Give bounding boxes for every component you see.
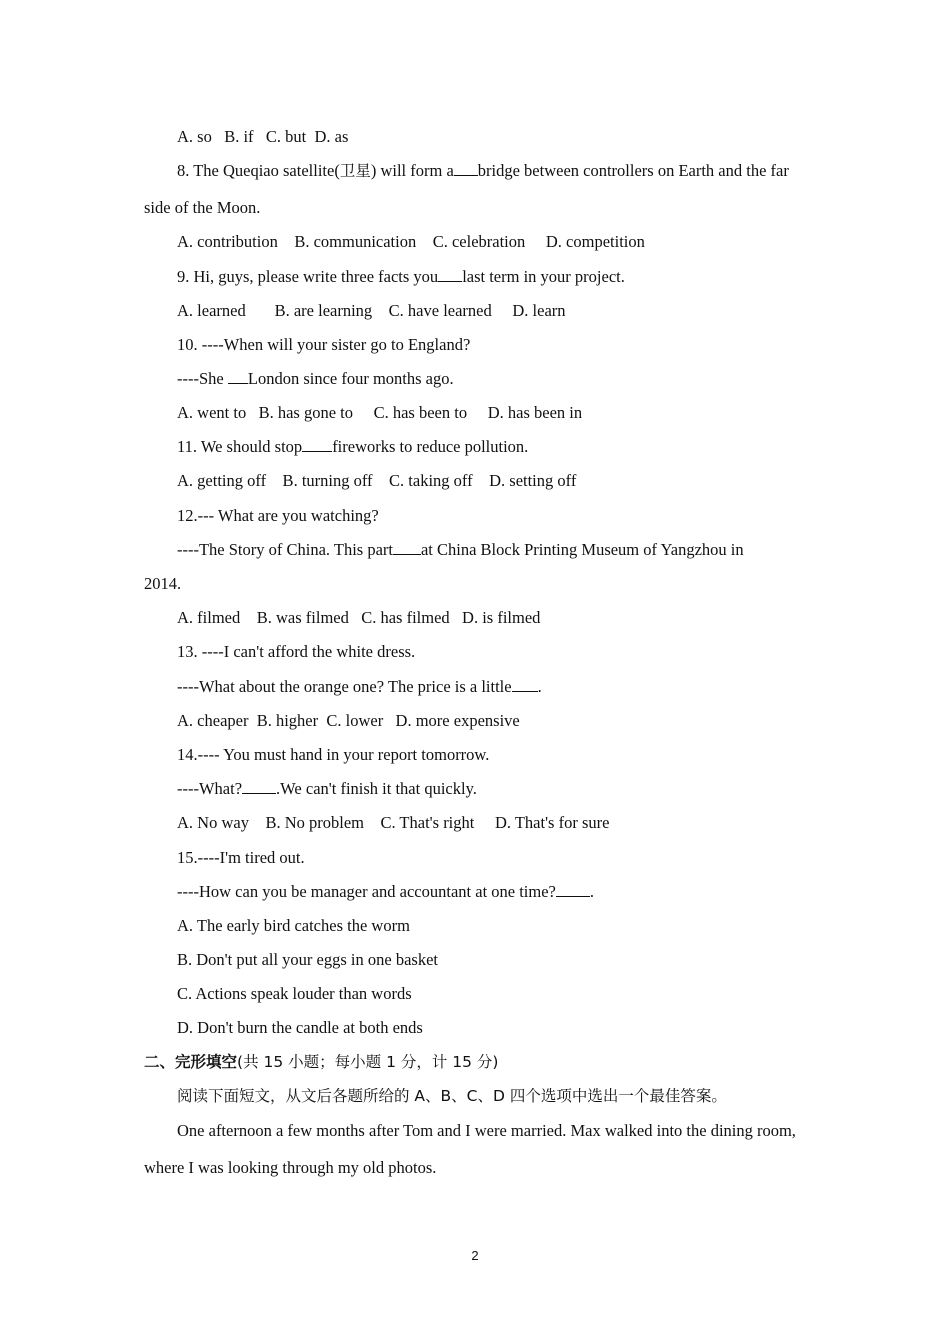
- q11-stem-b: fireworks to reduce pollution.: [332, 437, 529, 456]
- q14-stem: 14.---- You must hand in your report tomorrow.: [177, 745, 490, 764]
- section2-instruction: 阅读下面短文，从文后各题所给的 A、B、C、D 四个选项中选出一个最佳答案。: [177, 1087, 727, 1105]
- q14-options: A. No way B. No problem C. That's right D. That's for sure: [177, 813, 610, 832]
- q11-blank: [302, 437, 332, 452]
- q9-blank: [438, 267, 462, 282]
- q13-stem: 13. ----I can't afford the white dress.: [177, 642, 416, 661]
- q13-blank: [512, 677, 538, 692]
- q10-reply-b: London since four months ago.: [247, 369, 454, 388]
- q10-reply: [177, 369, 454, 389]
- q15-reply: [177, 882, 594, 902]
- section2-title: 二、完形填空: [144, 1053, 238, 1071]
- q15-option-c: C. Actions speak louder than words: [177, 984, 412, 1003]
- q13-reply: [177, 677, 542, 697]
- q15-reply-b: .: [589, 882, 594, 901]
- q15-reply-a: ----How can you be manager and accountant at one time?: [177, 882, 556, 901]
- q12-stem: 12.--- What are you watching?: [177, 506, 379, 525]
- q12-reply: [177, 540, 744, 560]
- q10-options: A. went to B. has gone to C. has been to D. has been in: [177, 403, 583, 422]
- q8-stem: [177, 161, 789, 181]
- section2-heading: [144, 1052, 498, 1072]
- q15-option-a: A. The early bird catches the worm: [177, 916, 410, 935]
- q7-options: A. so B. if C. but D. as: [177, 127, 349, 146]
- q9-stem: [177, 267, 625, 287]
- q8-stem-b: ) will form a: [370, 161, 454, 180]
- q12-reply-cont: 2014.: [144, 574, 182, 593]
- q8-stem-a: 8. The Queqiao satellite(: [177, 161, 340, 180]
- q11-stem: [177, 437, 528, 457]
- passage-line-1: One afternoon a few months after Tom and I were married. Max walked into the dining room,: [177, 1121, 796, 1140]
- q15-blank: [556, 882, 590, 897]
- q10-reply-a: ----She: [177, 369, 228, 388]
- q9-stem-b: last term in your project.: [462, 267, 625, 286]
- q10-blank: [228, 369, 248, 384]
- q8-stem-cont: side of the Moon.: [144, 198, 261, 217]
- q15-stem: 15.----I'm tired out.: [177, 848, 305, 867]
- q12-reply-a: ----The Story of China. This part: [177, 540, 393, 559]
- q14-reply-b: .We can't finish it that quickly.: [276, 779, 477, 798]
- q15-option-b: B. Don't put all your eggs in one basket: [177, 950, 438, 969]
- q11-options: A. getting off B. turning off C. taking off D. setting off: [177, 471, 577, 490]
- q11-stem-a: 11. We should stop: [177, 437, 303, 456]
- q9-options: A. learned B. are learning C. have learned D. learn: [177, 301, 566, 320]
- passage-line-2: where I was looking through my old photos.: [144, 1158, 437, 1177]
- q12-reply-b: at China Block Printing Museum of Yangzhou in: [420, 540, 744, 559]
- q9-stem-a: 9. Hi, guys, please write three facts you: [177, 267, 439, 286]
- q8-stem-cn: 卫星: [339, 162, 371, 180]
- q12-options: A. filmed B. was filmed C. has filmed D. is filmed: [177, 608, 541, 627]
- q15-option-d: D. Don't burn the candle at both ends: [177, 1018, 423, 1037]
- q14-blank: [242, 779, 276, 794]
- q13-reply-b: .: [537, 677, 542, 696]
- q8-stem-c: bridge between controllers on Earth and the far: [477, 161, 789, 180]
- section2-note: (共 15 小题；每小题 1 分，计 15 分): [237, 1053, 499, 1071]
- q13-options: A. cheaper B. higher C. lower D. more expensive: [177, 711, 520, 730]
- q14-reply: [177, 779, 477, 799]
- q8-options: A. contribution B. communication C. celebration D. competition: [177, 232, 645, 251]
- q12-blank: [393, 540, 421, 555]
- q8-blank: [454, 161, 478, 176]
- q13-reply-a: ----What about the orange one? The price is a little: [177, 677, 512, 696]
- q14-reply-a: ----What?: [177, 779, 243, 798]
- q10-stem: 10. ----When will your sister go to England?: [177, 335, 471, 354]
- page-number: 2: [471, 1248, 479, 1263]
